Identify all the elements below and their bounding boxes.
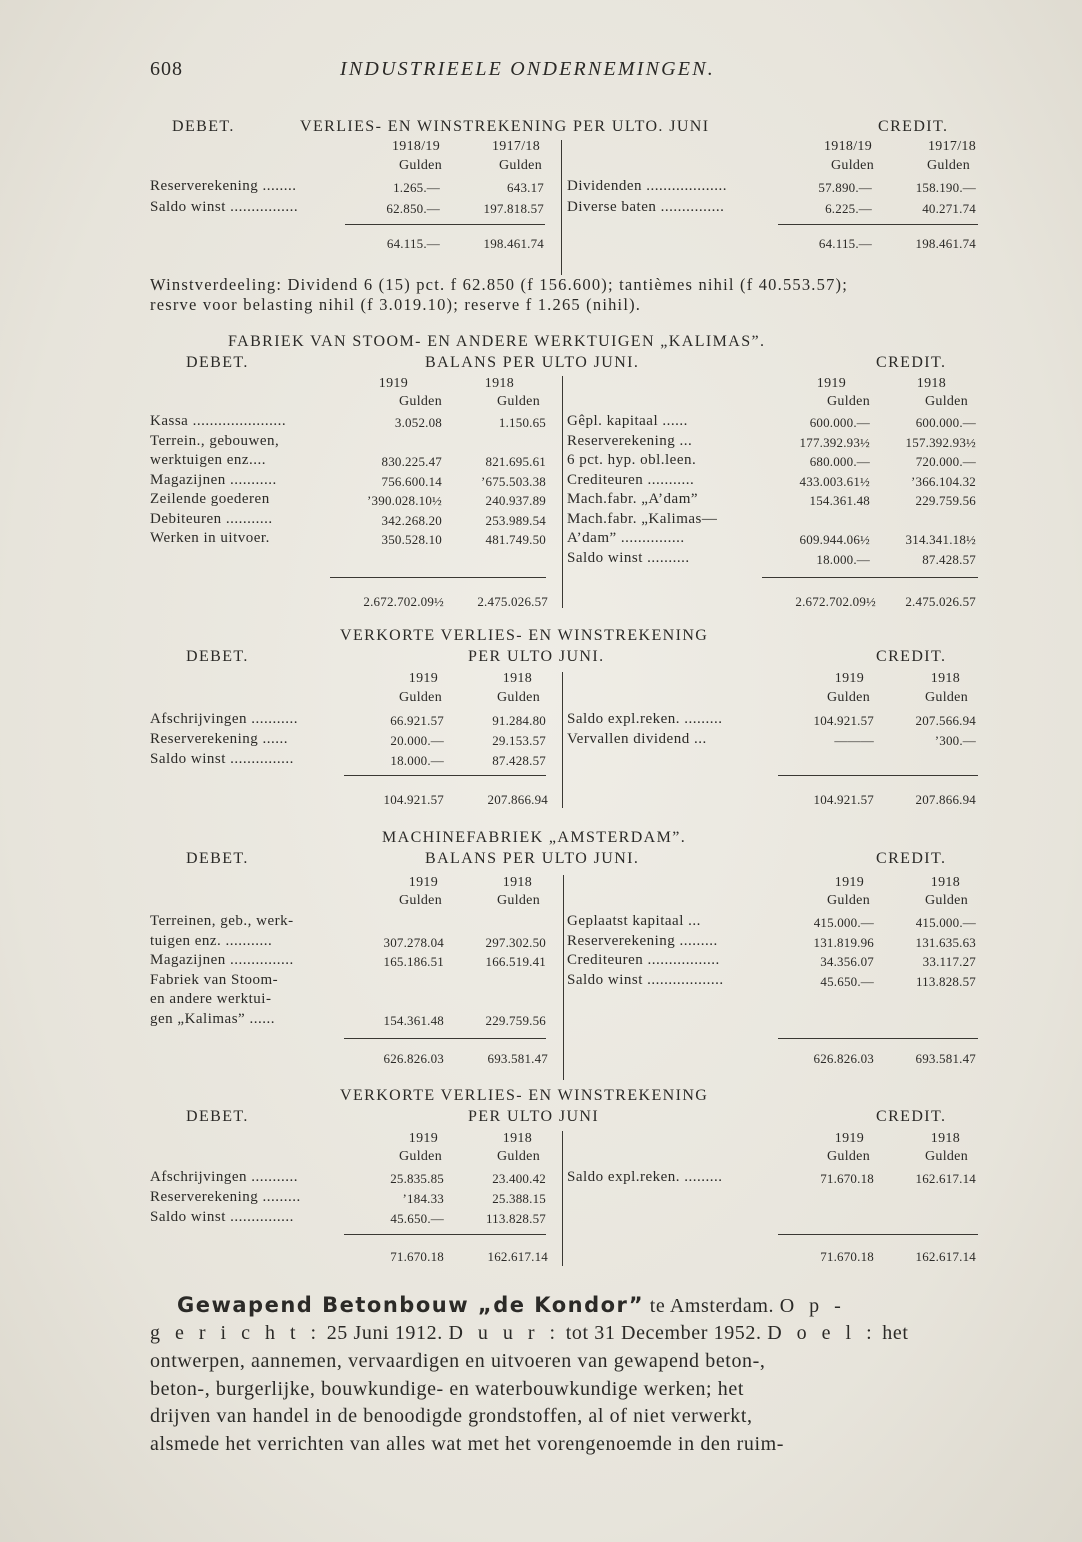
entry-field-label: D o e l : (767, 1322, 877, 1344)
statement-subtitle: PER ULTO JUNI. (468, 648, 605, 665)
total-value: 693.581.47 (915, 1051, 976, 1066)
row-label: en andere werktui- (150, 991, 272, 1007)
row-value: 415.000.— (915, 915, 976, 930)
row-value: ’184.33 (402, 1191, 444, 1206)
row-label: Fabriek van Stoom- (150, 972, 279, 988)
running-title: INDUSTRIEELE ONDERNEMINGEN. (340, 58, 715, 80)
row-value: 154.361.48 (383, 1013, 444, 1028)
balance-title: BALANS PER ULTO JUNI. (425, 354, 640, 371)
total-value: 626.826.03 (813, 1051, 874, 1066)
unit-header: Gulden (826, 1149, 870, 1164)
row-value: 609.944.06½ (799, 532, 870, 547)
row-value: 66.921.57 (390, 713, 444, 728)
row-label: Crediteuren ................. (567, 952, 720, 968)
unit-header: Gulden (398, 158, 442, 173)
statement-title: VERKORTE VERLIES- EN WINSTREKENING (340, 1087, 709, 1104)
row-value: 20.000.— (390, 733, 444, 748)
company-heading: FABRIEK VAN STOOM- EN ANDERE WERKTUIGEN „KALIMAS”. (228, 333, 766, 350)
total-value: 162.617.14 (487, 1249, 548, 1264)
year-header: 1919 (816, 376, 846, 391)
year-header: 1917/18 (928, 139, 976, 154)
total-value: 71.670.18 (820, 1249, 874, 1264)
credit-label: CREDIT. (876, 354, 947, 371)
row-label: Saldo winst ............... (150, 1209, 294, 1225)
total-value: 207.866.94 (915, 792, 976, 807)
total-value: 2.672.702.09½ (363, 594, 444, 609)
row-label: Reserverekening ... (567, 433, 693, 449)
row-value: 600.000.— (809, 415, 870, 430)
row-value: 25.388.15 (492, 1191, 546, 1206)
year-header: 1917/18 (492, 139, 540, 154)
entry-line: alsmede het verrichten van alles wat met het vorengenoemde in den ruim- (150, 1433, 785, 1455)
row-value: 197.818.57 (483, 201, 544, 216)
total-value: 693.581.47 (487, 1051, 548, 1066)
row-label: Geplaatst kapitaal ... (567, 913, 701, 929)
year-header: 1918 (930, 875, 960, 890)
row-label: 6 pct. hyp. obl.leen. (567, 452, 697, 468)
entry-field-label: D u u r : (448, 1322, 561, 1344)
year-header: 1919 (834, 671, 864, 686)
row-value: ’390.028.10½ (367, 493, 442, 508)
year-header: 1918 (502, 875, 532, 890)
year-header: 1919 (408, 875, 438, 890)
row-value: 40.271.74 (922, 201, 976, 216)
row-label: Mach.fabr. „A’dam” (567, 491, 699, 507)
row-value: 481.749.50 (485, 532, 546, 547)
debet-label: DEBET. (186, 850, 249, 867)
entry-text: tot 31 December 1952. (560, 1322, 768, 1344)
company-name: Gewapend Betonbouw „de Kondor” (177, 1293, 645, 1317)
year-header: 1919 (408, 1131, 438, 1146)
unit-header: Gulden (826, 893, 870, 908)
row-label: Kassa ...................... (150, 413, 287, 429)
statement-title: VERLIES- EN WINSTREKENING PER ULTO. JUNI (300, 118, 710, 135)
row-label: Zeilende goederen (150, 491, 270, 507)
entry-line: drijven van handel in de benoodigde grondstoffen, al of niet verwerkt, (150, 1405, 753, 1427)
row-value: 104.921.57 (813, 713, 874, 728)
row-value: 297.302.50 (485, 935, 546, 950)
total-value: 162.617.14 (915, 1249, 976, 1264)
row-label: Debiteuren ........... (150, 511, 273, 527)
balance-title: BALANS PER ULTO JUNI. (425, 850, 640, 867)
row-value: 600.000.— (915, 415, 976, 430)
total-value: 104.921.57 (383, 792, 444, 807)
row-label: Werken in uitvoer. (150, 530, 270, 546)
entry-text: het (876, 1322, 909, 1344)
row-value: ’300.— (934, 733, 976, 748)
row-label: Reserverekening ......... (150, 1189, 301, 1205)
unit-header: Gulden (830, 158, 874, 173)
total-value: 64.115.— (386, 236, 440, 251)
row-value: 821.695.61 (485, 454, 546, 469)
unit-header: Gulden (826, 394, 870, 409)
unit-header: Gulden (496, 690, 540, 705)
row-label: Gêpl. kapitaal ...... (567, 413, 688, 429)
row-label: Terrein., gebouwen, (150, 433, 280, 449)
unit-header: Gulden (398, 690, 442, 705)
debet-label: DEBET. (186, 354, 249, 371)
entry-line: beton-, burgerlijke, bouwkundige- en waterbouwkundige werken; het (150, 1378, 745, 1400)
row-value: 113.828.57 (485, 1211, 546, 1226)
row-label: gen „Kalimas” ...... (150, 1011, 275, 1027)
row-value: 6.225.— (825, 201, 872, 216)
row-value: 643.17 (507, 180, 544, 195)
row-value: 34.356.07 (820, 954, 874, 969)
row-value: ’366.104.32 (910, 474, 976, 489)
unit-header: Gulden (496, 1149, 540, 1164)
row-label: tuigen enz. ........... (150, 933, 273, 949)
total-value: 71.670.18 (390, 1249, 444, 1264)
year-header: 1918 (502, 671, 532, 686)
row-label: Afschrijvingen ........... (150, 711, 298, 727)
row-value: ——— (834, 733, 874, 748)
unit-header: Gulden (398, 893, 442, 908)
row-value: 45.650.— (390, 1211, 444, 1226)
total-value: 2.475.026.57 (905, 594, 976, 609)
unit-header: Gulden (398, 394, 442, 409)
row-value: 87.428.57 (492, 753, 546, 768)
unit-header: Gulden (398, 1149, 442, 1164)
year-header: 1919 (378, 376, 408, 391)
row-label: Saldo winst .................. (567, 972, 724, 988)
total-value: 626.826.03 (383, 1051, 444, 1066)
row-label: werktuigen enz.... (150, 452, 267, 468)
row-value: 87.428.57 (922, 552, 976, 567)
row-value: 307.278.04 (383, 935, 444, 950)
year-header: 1918 (916, 376, 946, 391)
total-value: 64.115.— (818, 236, 872, 251)
row-value: 62.850.— (386, 201, 440, 216)
row-value: 1.150.65 (498, 415, 546, 430)
row-label: Saldo winst .......... (567, 550, 690, 566)
entry-text: O p - (779, 1295, 846, 1317)
entry-text: 25 Juni 1912. (321, 1322, 449, 1344)
row-value: 154.361.48 (809, 493, 870, 508)
entry-line (150, 1320, 908, 1348)
company-heading: MACHINEFABRIEK „AMSTERDAM”. (382, 829, 687, 846)
row-value: 25.835.85 (390, 1171, 444, 1186)
row-label: Magazijnen ........... (150, 472, 277, 488)
row-label: Vervallen dividend ... (567, 731, 707, 747)
statement-title: VERKORTE VERLIES- EN WINSTREKENING (340, 627, 709, 644)
row-value: 177.392.93½ (799, 435, 870, 450)
row-value: 830.225.47 (381, 454, 442, 469)
row-value: 229.759.56 (915, 493, 976, 508)
total-value: 198.461.74 (915, 236, 976, 251)
year-header: 1918 (930, 671, 960, 686)
entry-line: ontwerpen, aannemen, vervaardigen en uitvoeren van gewapend beton-, (150, 1350, 766, 1372)
row-value: 229.759.56 (485, 1013, 546, 1028)
unit-header: Gulden (496, 893, 540, 908)
year-header: 1918/19 (392, 139, 440, 154)
unit-header: Gulden (924, 1149, 968, 1164)
unit-header: Gulden (826, 690, 870, 705)
row-label: Saldo winst ............... (150, 751, 294, 767)
year-header: 1919 (834, 1131, 864, 1146)
row-label: Diverse baten ............... (567, 199, 725, 215)
row-label: Dividenden ................... (567, 178, 727, 194)
total-value: 198.461.74 (483, 236, 544, 251)
row-value: 165.186.51 (383, 954, 444, 969)
entry-line (177, 1292, 846, 1321)
total-value: 2.672.702.09½ (795, 594, 876, 609)
row-value: 720.000.— (915, 454, 976, 469)
credit-label: CREDIT. (876, 850, 947, 867)
statement-subtitle: PER ULTO JUNI (468, 1108, 600, 1125)
year-header: 1919 (408, 671, 438, 686)
total-value: 2.475.026.57 (477, 594, 548, 609)
credit-label: CREDIT. (876, 648, 947, 665)
row-label: Reserverekening ........ (150, 178, 297, 194)
row-label: Saldo expl.reken. ......... (567, 1169, 723, 1185)
row-value: 45.650.— (820, 974, 874, 989)
row-value: 131.819.96 (813, 935, 874, 950)
entry-text: te Amsterdam. (644, 1295, 780, 1317)
row-value: 1.265.— (393, 180, 440, 195)
total-value: 207.866.94 (487, 792, 548, 807)
row-label: Saldo expl.reken. ......... (567, 711, 723, 727)
credit-label: CREDIT. (876, 1108, 947, 1125)
row-label: Crediteuren ........... (567, 472, 695, 488)
row-value: 113.828.57 (915, 974, 976, 989)
row-value: 433.003.61½ (799, 474, 870, 489)
row-value: 350.528.10 (381, 532, 442, 547)
unit-header: Gulden (924, 394, 968, 409)
page-number: 608 (150, 58, 183, 80)
unit-header: Gulden (498, 158, 542, 173)
row-value: 162.617.14 (915, 1171, 976, 1186)
row-value: 131.635.63 (915, 935, 976, 950)
profit-distribution-note: resrve voor belasting nihil (f 3.019.10); reserve f 1.265 (nihil). (150, 295, 642, 314)
row-value: 18.000.— (390, 753, 444, 768)
row-label: Magazijnen ............... (150, 952, 294, 968)
unit-header: Gulden (496, 394, 540, 409)
debet-label: DEBET. (186, 648, 249, 665)
unit-header: Gulden (926, 158, 970, 173)
debet-label: DEBET. (186, 1108, 249, 1125)
year-header: 1918 (484, 376, 514, 391)
row-label: Reserverekening ...... (150, 731, 289, 747)
profit-distribution-note: Winstverdeeling: Dividend 6 (15) pct. f 62.850 (f 156.600); tantièmes nihil (f 40.553.57); (150, 275, 849, 294)
row-value: 756.600.14 (381, 474, 442, 489)
row-value: 23.400.42 (492, 1171, 546, 1186)
row-label: Afschrijvingen ........... (150, 1169, 298, 1185)
row-value: 240.937.89 (485, 493, 546, 508)
row-label: Reserverekening ......... (567, 933, 718, 949)
unit-header: Gulden (924, 893, 968, 908)
row-value: 29.153.57 (492, 733, 546, 748)
row-label: Mach.fabr. „Kalimas— (567, 511, 718, 527)
row-value: 3.052.08 (394, 415, 442, 430)
row-value: 314.341.18½ (905, 532, 976, 547)
row-label: A’dam” ............... (567, 530, 685, 546)
row-value: 33.117.27 (922, 954, 976, 969)
row-value: 18.000.— (816, 552, 870, 567)
row-value: 157.392.93½ (905, 435, 976, 450)
row-value: 680.000.— (809, 454, 870, 469)
unit-header: Gulden (924, 690, 968, 705)
row-value: 57.890.— (818, 180, 872, 195)
row-value: 253.989.54 (485, 513, 546, 528)
row-value: 158.190.— (915, 180, 976, 195)
row-label: Saldo winst ................ (150, 199, 299, 215)
row-label: Terreinen, geb., werk- (150, 913, 294, 929)
row-value: ’675.503.38 (480, 474, 546, 489)
debet-label: DEBET. (172, 118, 235, 135)
year-header: 1918/19 (824, 139, 872, 154)
credit-label: CREDIT. (878, 118, 949, 135)
row-value: 71.670.18 (820, 1171, 874, 1186)
row-value: 166.519.41 (485, 954, 546, 969)
row-value: 415.000.— (813, 915, 874, 930)
total-value: 104.921.57 (813, 792, 874, 807)
year-header: 1919 (834, 875, 864, 890)
row-value: 91.284.80 (492, 713, 546, 728)
year-header: 1918 (502, 1131, 532, 1146)
entry-field-label: g e r i c h t : (150, 1322, 322, 1344)
row-value: 207.566.94 (915, 713, 976, 728)
row-value: 342.268.20 (381, 513, 442, 528)
year-header: 1918 (930, 1131, 960, 1146)
